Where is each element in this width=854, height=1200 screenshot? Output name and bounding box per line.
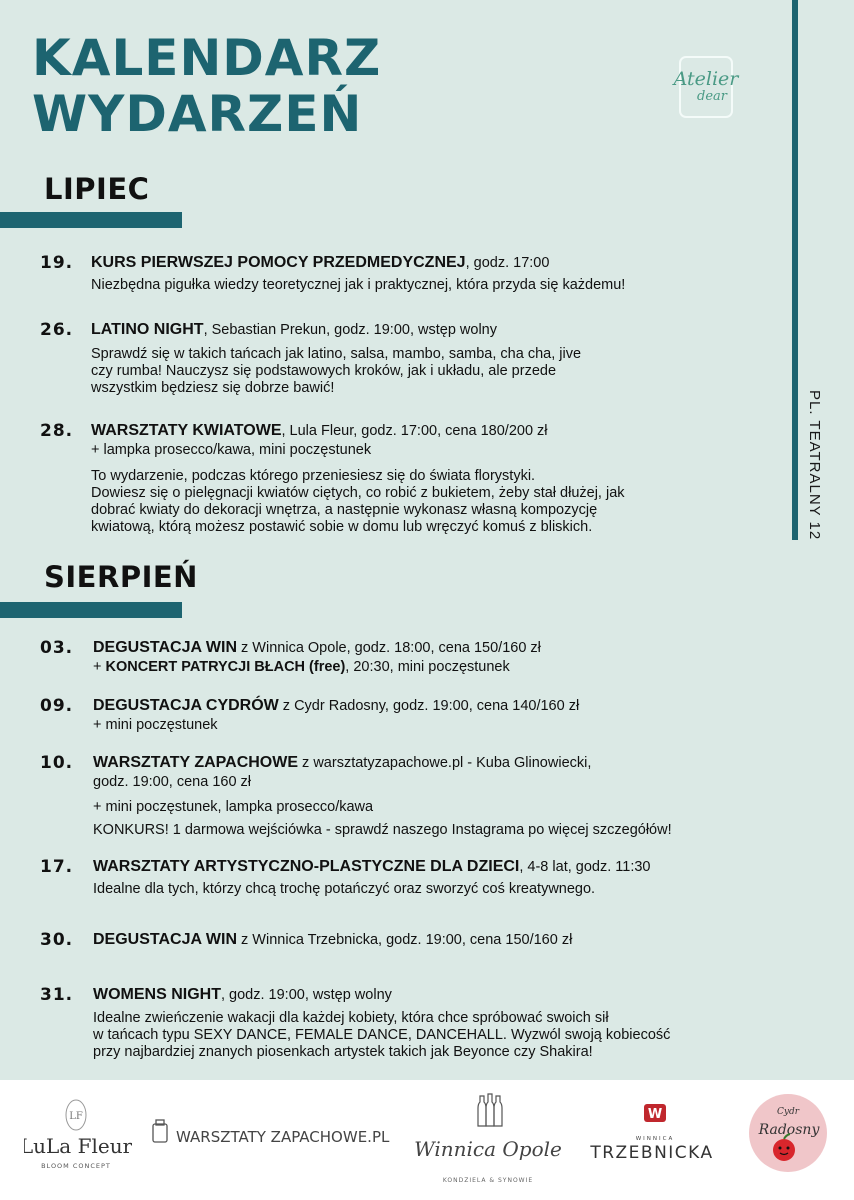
event-title: [93, 696, 838, 716]
event-title: [93, 930, 838, 950]
description-line: Dowiesz się o pielęgnacji kwiatów ciętych, co robić z bukietem, żeby stał dłużej, jak: [91, 485, 625, 501]
event-name: WARSZTATY ZAPACHOWE: [93, 754, 299, 771]
event-title: [91, 320, 836, 340]
sponsors-footer: [0, 1080, 854, 1200]
cydr-top: Cydr: [776, 1107, 800, 1117]
month-heading-lipiec: LIPIEC: [44, 172, 150, 206]
lula-sub: BLOOM CONCEPT: [41, 1162, 111, 1170]
event-details: z Cydr Radosny, godz. 19:00, cena 140/160 zł: [278, 698, 580, 714]
event-name: WOMENS NIGHT: [93, 986, 221, 1003]
atelier-logo-subtext: dear: [697, 89, 727, 104]
event-description: [91, 277, 836, 294]
title-line-2: WYDARZEŃ: [32, 85, 363, 143]
description-line: dobrać kwiaty do dekoracji wnętrza, a następnie wykonasz własną kompozycję: [91, 502, 598, 518]
description-line: Idealne dla tych, którzy chcą trochę potańczyć oraz sworzyć coś kreatywnego.: [93, 881, 596, 897]
event-title: [93, 985, 838, 1005]
event-date: 26.: [40, 320, 74, 340]
event-name: DEGUSTACJA CYDRÓW: [93, 697, 279, 714]
event-title: [93, 857, 838, 877]
extra-highlight: KONCERT PATRYCJI BŁACH (free): [105, 659, 346, 675]
event-date: 10.: [40, 753, 74, 773]
month-heading-sierpien: SIERPIEŃ: [44, 560, 198, 594]
event-date: 03.: [40, 638, 74, 658]
event-extra: + lampka prosecco/kawa, mini poczęstunek: [91, 442, 372, 458]
title-line-1: KALENDARZ: [32, 29, 382, 87]
event-description: [91, 468, 836, 536]
description-line: przy najbardziej znanych piosenkach artystek takich jak Beyonce czy Shakira!: [93, 1044, 593, 1060]
event-date: 28.: [40, 421, 74, 441]
event-title: [91, 421, 836, 441]
winnica-trzebnicka-logo: [582, 1098, 727, 1183]
event-description: [93, 881, 838, 898]
trzebnicka-name: TRZEBNICKA: [590, 1143, 714, 1163]
event-details: , 4-8 lat, godz. 11:30: [519, 859, 651, 875]
event-extra: [93, 658, 838, 677]
event-name: DEGUSTACJA WIN: [93, 931, 237, 948]
description-line: Sprawdź się w takich tańcach jak latino, salsa, mambo, samba, cha cha, jive: [91, 346, 582, 362]
event-date: 31.: [40, 985, 74, 1005]
event-name: WARSZTATY KWIATOWE: [91, 422, 282, 439]
trzebnicka-small: WINNICA: [635, 1136, 675, 1142]
event-date: 09.: [40, 696, 74, 716]
month-bar-sierpien: [0, 602, 182, 618]
description-line: Idealne zwieńczenie wakacji dla każdej kobiety, która chce spróbować swoich sił: [93, 1010, 609, 1026]
event-name: LATINO NIGHT: [91, 321, 204, 338]
description-line: kwiatową, którą możesz postawić sobie w domu lub wręczyć komuś z bliskich.: [91, 519, 593, 535]
cydr-name: Radosny: [758, 1122, 820, 1138]
extra-prefix: +: [93, 659, 106, 675]
event-details: z Winnica Trzebnicka, godz. 19:00, cena 150/160 zł: [237, 932, 573, 948]
lula-name: LuLa Fleur: [24, 1134, 132, 1158]
winnica-opole-logo: [410, 1092, 570, 1192]
event-details: z warsztatyzapachowe.pl - Kuba Glinowiecki,: [298, 755, 592, 771]
lula-fleur-logo: [24, 1098, 132, 1190]
opole-sub: KONDZIELA & SYNOWIE: [442, 1177, 534, 1184]
event-date: 19.: [40, 253, 74, 273]
svg-text:W: W: [647, 1107, 663, 1122]
event-title: [93, 638, 838, 658]
atelier-logo-text: Atelier: [673, 68, 739, 90]
event-title: [91, 253, 836, 273]
event-details: z Winnica Opole, godz. 18:00, cena 150/160 zł: [237, 640, 541, 656]
page-title: [32, 30, 381, 142]
warsztaty-zapachowe-logo: [150, 1118, 395, 1158]
event-name: WARSZTATY ARTYSTYCZNO-PLASTYCZNE DLA DZIECI: [93, 858, 520, 875]
event-details: , Lula Fleur, godz. 17:00, cena 180/200 zł: [281, 423, 548, 439]
event-details-2: godz. 19:00, cena 160 zł: [93, 774, 252, 790]
event-details: , godz. 17:00: [465, 255, 550, 271]
description-line: Niezbędna pigułka wiedzy teoretycznej jak i praktycznej, która przyda się każdemu!: [91, 277, 626, 293]
description-line: w tańcach typu SEXY DANCE, FEMALE DANCE, DANCEHALL. Wyzwól swoją kobiecość: [93, 1027, 671, 1043]
event-extra: + mini poczęstunek, lampka prosecco/kawa: [93, 799, 374, 815]
event-details: , godz. 19:00, wstęp wolny: [221, 987, 392, 1003]
description-line: czy rumba! Nauczysz się podstawowych kroków, jak i układu, ale przede: [91, 363, 557, 379]
extra-suffix: , 20:30, mini poczęstunek: [345, 659, 510, 675]
event-title: [93, 753, 838, 773]
month-bar-lipiec: [0, 212, 182, 228]
cydr-radosny-logo: [747, 1092, 829, 1174]
lula-monogram: LF: [69, 1111, 83, 1122]
description-line: To wydarzenie, podczas którego przeniesiesz się do świata florystyki.: [91, 468, 536, 484]
event-name: DEGUSTACJA WIN: [93, 639, 237, 656]
address-label: PL. TEATRALNY 12: [806, 390, 823, 541]
event-date: 17.: [40, 857, 74, 877]
description-line: wszystkim będziesz się dobrze bawić!: [91, 380, 335, 396]
event-extra: + mini poczęstunek: [93, 717, 218, 733]
event-description: [91, 346, 836, 397]
event-details: , Sebastian Prekun, godz. 19:00, wstęp wolny: [203, 322, 497, 338]
warsztaty-name: WARSZTATY ZAPACHOWE.PL: [176, 1128, 390, 1146]
opole-name: Winnica Opole: [414, 1137, 562, 1161]
atelier-logo: [666, 55, 746, 121]
event-date: 30.: [40, 930, 74, 950]
event-name: KURS PIERWSZEJ POMOCY PRZEDMEDYCZNEJ: [91, 254, 466, 271]
event-contest: KONKURS! 1 darmowa wejściówka - sprawdź naszego Instagrama po więcej szczegółów!: [93, 822, 672, 838]
event-description: [93, 1010, 838, 1061]
